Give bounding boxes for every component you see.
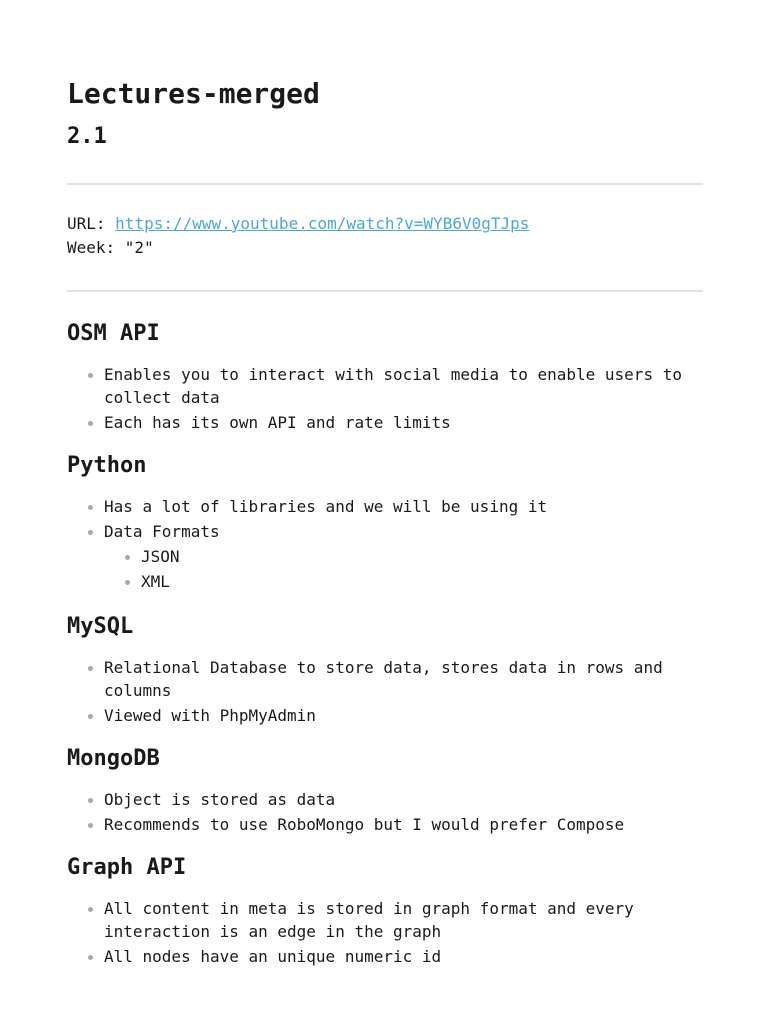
bullet-list [67,897,703,968]
list-item: Viewed with PhpMyAdmin [67,704,703,727]
section-heading: OSM API [67,321,160,346]
list-item: All content in meta is stored in graph format and every interaction is an edge in the graph [67,897,703,943]
nested-bullet-list [104,545,703,593]
list-item: All nodes have an unique numeric id [67,945,703,968]
section-heading: MongoDB [67,746,160,771]
bullet-list [67,363,703,434]
list-item: Relational Database to store data, stores data in rows and columns [67,656,703,702]
section-heading: Python [67,453,147,478]
page-subtitle: 2.1 [67,124,107,149]
url-label: URL: [67,214,116,233]
video-link[interactable]: https://www.youtube.com/watch?v=WYB6V0gTJps [115,214,530,233]
section-graph-api [67,852,703,970]
bullet-list [67,495,703,593]
list-item: Object is stored as data [67,788,703,811]
list-item-data-formats [67,520,703,593]
meta-divider [67,290,703,292]
section-heading: Graph API [67,855,187,880]
top-divider [67,183,703,185]
list-item: XML [104,570,703,593]
page-title: Lectures-merged [67,77,320,110]
list-item: Recommends to use RoboMongo but I would prefer Compose [67,813,703,836]
section-osm-api [67,318,703,436]
url-row [67,212,529,236]
section-python [67,450,703,595]
section-mysql [67,611,703,729]
bullet-list [67,788,703,836]
list-item: Enables you to interact with social media to enable users to collect data [67,363,703,409]
list-item: Has a lot of libraries and we will be using it [67,495,703,518]
metadata-block [67,212,529,260]
list-item: JSON [104,545,703,568]
week-row: Week: "2" [67,238,154,257]
bullet-list [67,656,703,727]
list-item-label: Data Formats [104,522,220,541]
list-item: Each has its own API and rate limits [67,411,703,434]
section-heading: MySQL [67,614,134,639]
section-mongodb [67,743,703,838]
